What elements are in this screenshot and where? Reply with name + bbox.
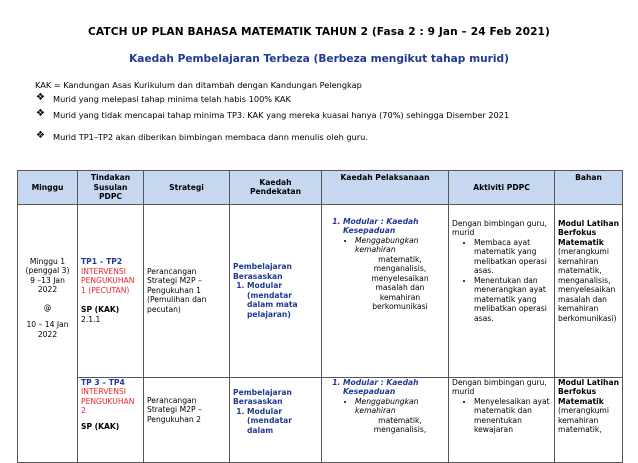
column-header-kaedah-pelaksanaan: Kaedah Pelaksanaan bbox=[322, 171, 449, 205]
bullet-text: Murid yang tidak mencapai tahap minima TP3. KAK yang mereka kuasai hanya (70%) sehingga Disember 2021 bbox=[53, 110, 510, 120]
bullet-list bbox=[35, 94, 509, 142]
bahan-cell bbox=[555, 204, 623, 377]
pelaksanaan-item: • Menggabungkan kemahiran bbox=[355, 236, 445, 255]
catch-up-plan-table bbox=[17, 170, 623, 463]
column-header-bahan: Bahan bbox=[555, 171, 623, 205]
pelaksanaan-item: • Menggabungkan kemahiran bbox=[355, 397, 445, 416]
bahan-title: Modul Latihan Berfokus Matematik bbox=[558, 377, 619, 406]
tp-level: TP 3 – TP4 bbox=[81, 377, 125, 387]
strategi-cell bbox=[144, 377, 230, 462]
kaedah-cell bbox=[230, 204, 322, 377]
pelaksanaan-title: 1. Modular : Kaedah Kesepaduan bbox=[343, 378, 445, 397]
aktiviti-cell bbox=[449, 204, 555, 377]
bahan-desc: (merangkumi kemahiran matematik, bbox=[558, 406, 609, 434]
kaedah-item: 1. Modular (mendatar dalam bbox=[247, 407, 318, 436]
minggu-date-range-alt: 10 – 14 Jan 2022 bbox=[26, 320, 69, 339]
table-row bbox=[18, 377, 623, 462]
kaedah-title: Pembelajaran Berasaskan bbox=[233, 262, 292, 281]
column-header-tindakan: Tindakan Susulan PDPC bbox=[78, 171, 144, 205]
pelaksanaan-item-continued: matematik, menganalisis, menyelesaikan masalah dan kemahiran berkomunikasi bbox=[371, 254, 429, 311]
column-header-minggu: Minggu bbox=[18, 171, 78, 205]
tindakan-cell bbox=[78, 204, 144, 377]
four-diamond-star-icon: ❖ bbox=[36, 108, 45, 119]
aktiviti-item: • Menentukan dan menerangkan ayat matematik yang melibatkan operasi asas. bbox=[474, 276, 551, 324]
kaedah-item: 1. Modular (mendatar dalam mata pelajaran) bbox=[247, 281, 318, 319]
column-header-strategi: Strategi bbox=[144, 171, 230, 205]
table-row bbox=[18, 204, 623, 377]
four-diamond-star-icon: ❖ bbox=[36, 130, 45, 141]
bahan-cell bbox=[555, 377, 623, 462]
aktiviti-intro: Dengan bimbingan guru, murid bbox=[452, 377, 547, 396]
pelaksanaan-cell bbox=[322, 204, 449, 377]
tp-level: TP1 – TP2 bbox=[81, 257, 123, 266]
kaedah-title: Pembelajaran Berasaskan bbox=[233, 387, 292, 406]
tindakan-cell bbox=[78, 377, 144, 462]
bahan-title: Modul Latihan Berfokus Matematik bbox=[558, 218, 619, 247]
column-header-aktiviti: Aktiviti PDPC bbox=[449, 171, 555, 205]
document-subtitle: Kaedah Pembelajaran Terbeza (Berbeza mengikut tahap murid) bbox=[129, 53, 509, 65]
sp-label: SP (KAK) bbox=[81, 305, 120, 314]
column-header-kaedah-pendekatan: Kaedah Pendekatan bbox=[230, 171, 322, 205]
sp-label: SP (KAK) bbox=[81, 421, 120, 431]
strategi-text: Perancangan Strategi M2P – Pengukuhan 1 (Pemulihan dan pecutan) bbox=[147, 266, 207, 314]
aktiviti-cell bbox=[449, 377, 555, 462]
aktiviti-item: • Menyelesaikan ayat matematik dan menentukan kewajaran bbox=[474, 397, 551, 435]
sp-value: 2.1.1 bbox=[81, 314, 101, 324]
bullet-item bbox=[35, 132, 509, 142]
bullet-text: Murid TP1–TP2 akan diberikan bimbingan membaca dann menulis oleh guru. bbox=[53, 132, 368, 142]
intervensi-label: INTERVENSI PENGUKUHAN 1 (PECUTAN) bbox=[81, 266, 135, 295]
table-header-row bbox=[18, 171, 623, 205]
four-diamond-star-icon: ❖ bbox=[36, 92, 45, 103]
bullet-text: Murid yang melepasi tahap minima telah habis 100% KAK bbox=[53, 94, 291, 104]
intervensi-label: INTERVENSI PENGUKUHAN 2 bbox=[81, 387, 135, 415]
kak-definition: KAK = Kandungan Asas Kurikulum dan ditambah dengan Kandungan Pelengkap bbox=[35, 80, 362, 90]
pelaksanaan-title: 1. Modular : Kaedah Kesepaduan bbox=[343, 217, 445, 236]
aktiviti-intro: Dengan bimbingan guru, murid bbox=[452, 218, 547, 237]
minggu-separator: @ bbox=[43, 302, 52, 312]
minggu-date-range: 9 –13 Jan 2022 bbox=[30, 275, 65, 295]
kaedah-cell bbox=[230, 377, 322, 462]
minggu-week: Minggu 1 (penggal 3) bbox=[25, 256, 70, 276]
bullet-item bbox=[35, 110, 509, 120]
pelaksanaan-item-continued: matematik, menganalisis, bbox=[373, 415, 427, 434]
bullet-item bbox=[35, 94, 509, 104]
minggu-cell bbox=[18, 204, 78, 462]
pelaksanaan-cell bbox=[322, 377, 449, 462]
aktiviti-item: • Membaca ayat matematik yang melibatkan operasi asas. bbox=[474, 238, 551, 276]
strategi-text: Perancangan Strategi M2P – Pengukuhan 2 bbox=[147, 395, 202, 424]
bahan-desc: (merangkumi kemahiran matematik, menganalisis, menyelesaikan masalah dan kemahiran berkomunikasi) bbox=[558, 247, 617, 323]
document-title: CATCH UP PLAN BAHASA MATEMATIK TAHUN 2 (Fasa 2 : 9 Jan – 24 Feb 2021) bbox=[88, 26, 550, 38]
strategi-cell bbox=[144, 204, 230, 377]
